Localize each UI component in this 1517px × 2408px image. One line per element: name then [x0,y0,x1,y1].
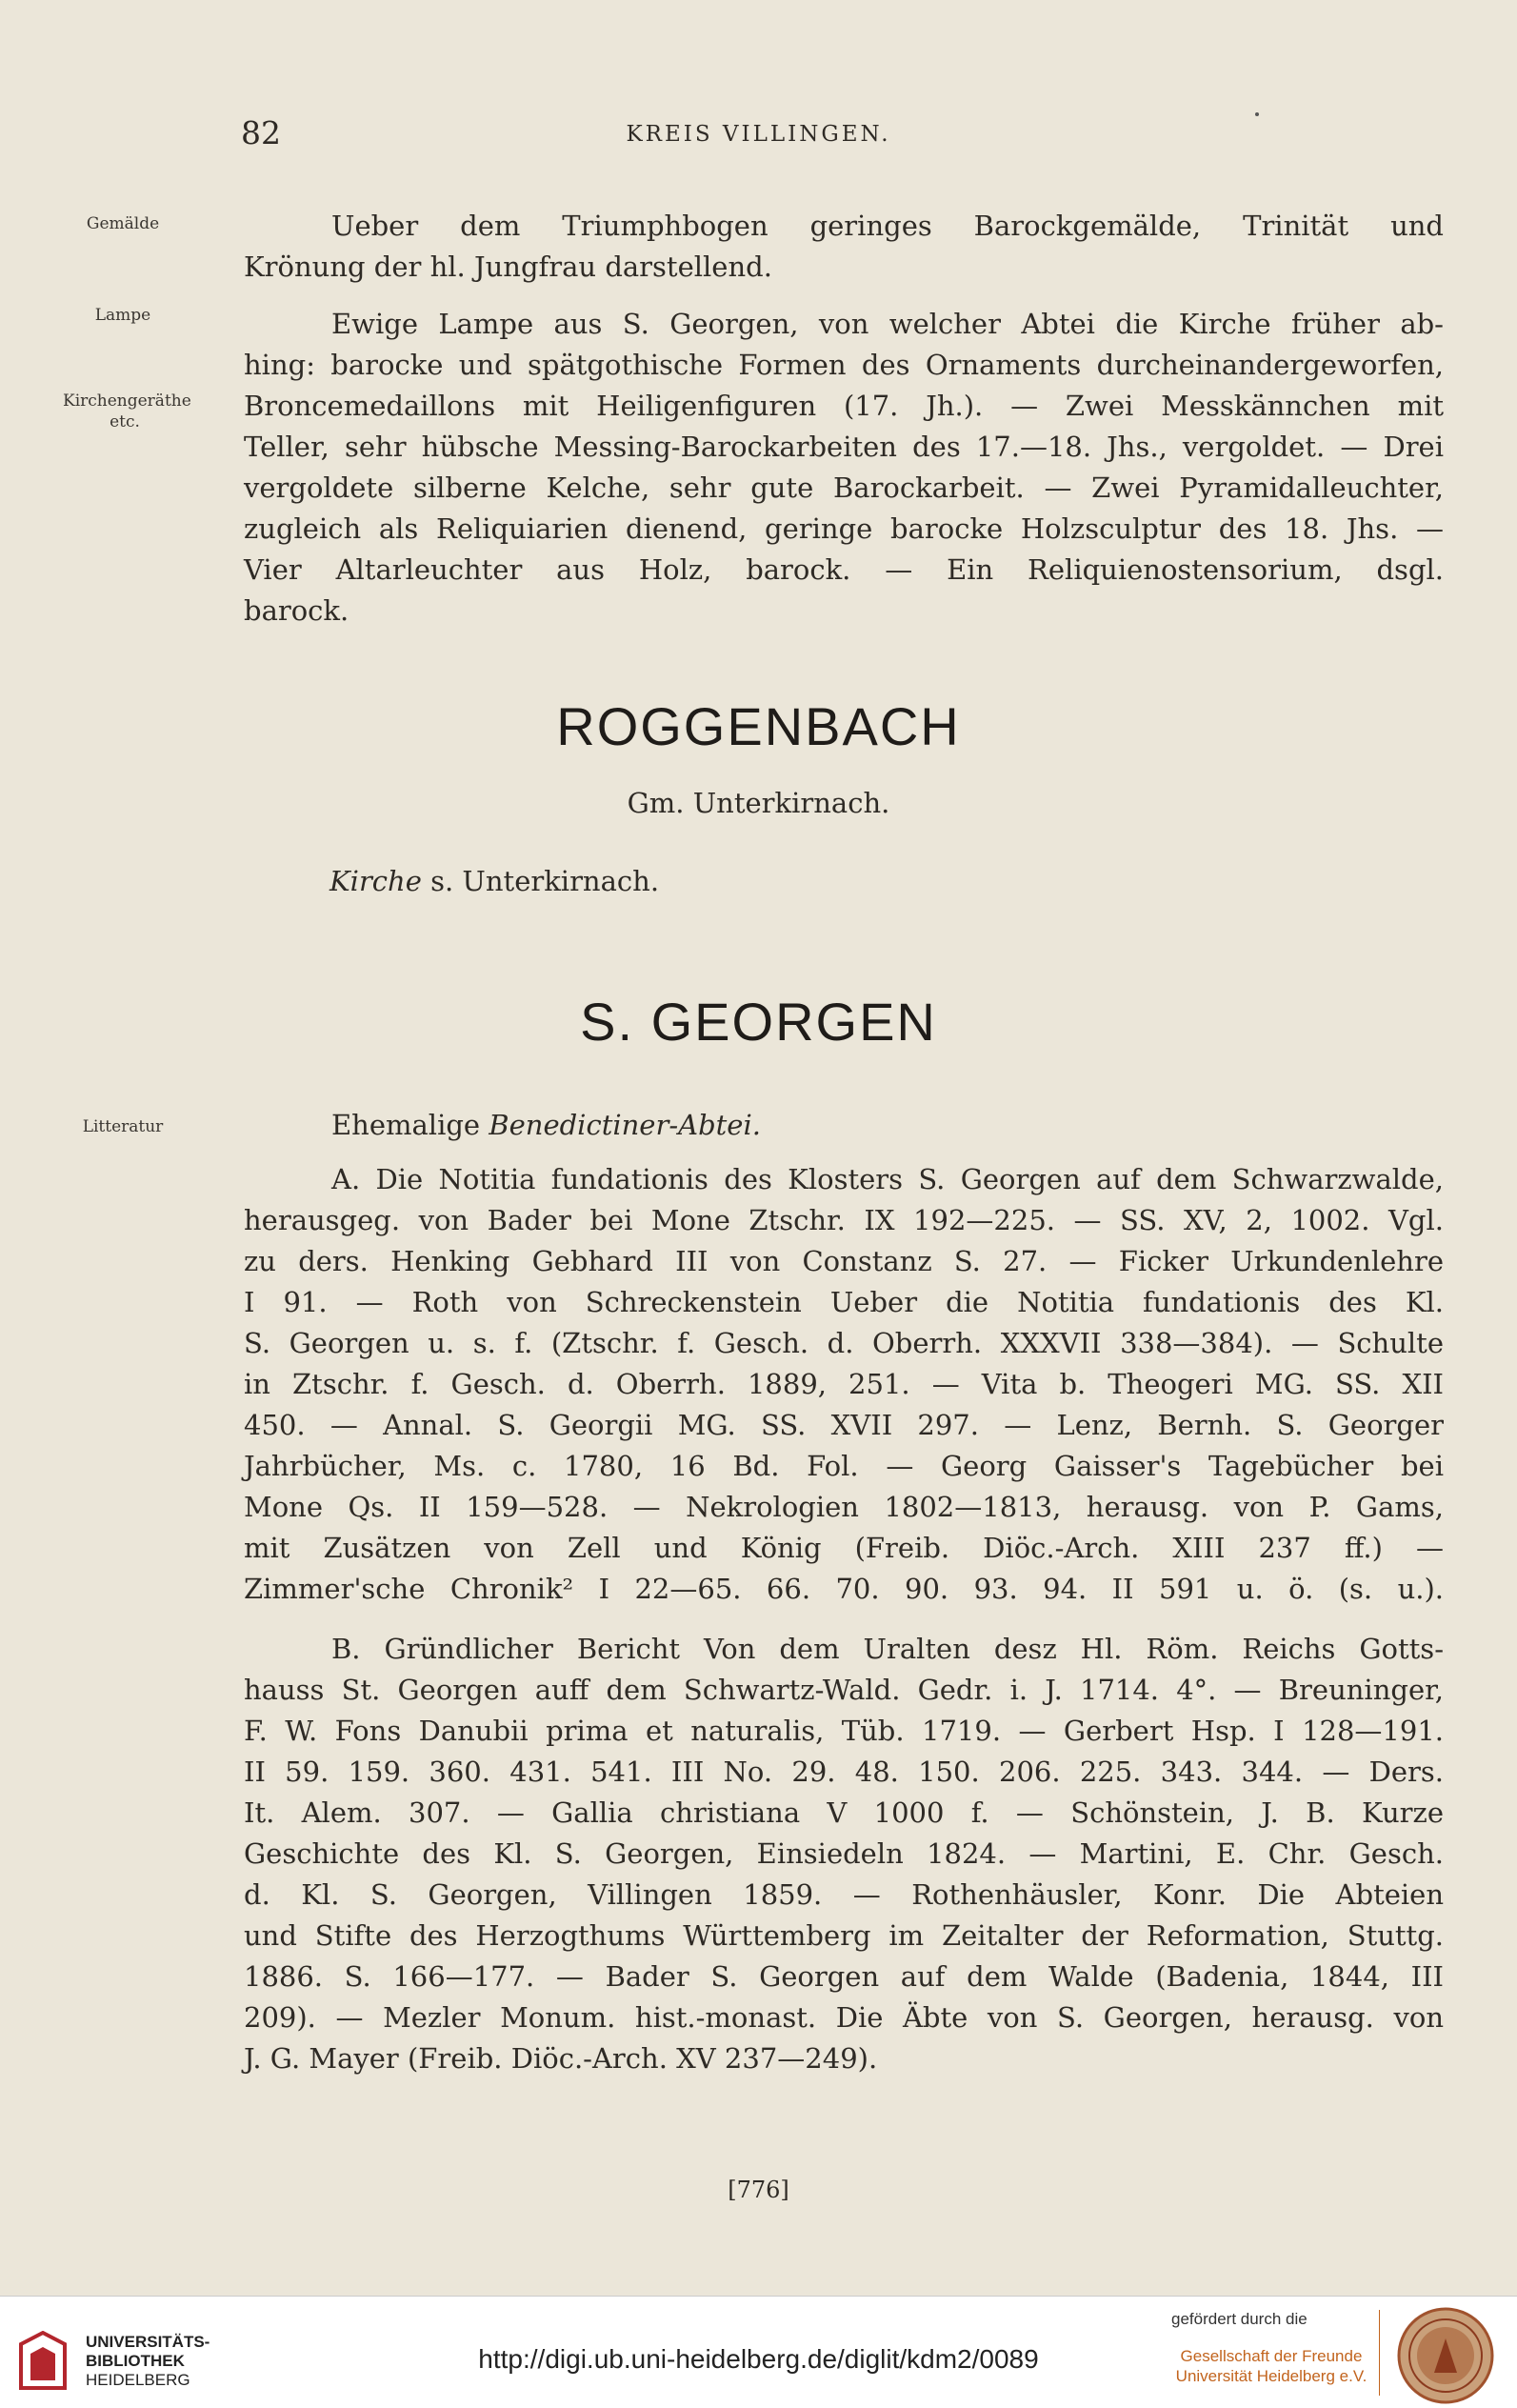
text-line: B. Gründlicher Bericht Von dem Uralten desz Hl. Röm. Reichs Gotts- [331,1633,1444,1665]
text-line: II 59. 159. 360. 431. 541. III No. 29. 48. 150. 206. 225. 343. 344. — Ders. [244,1756,1444,1788]
text-line: It. Alem. 307. — Gallia christiana V 1000 f. — Schönstein, J. B. Kurze [244,1796,1444,1829]
margin-note-gemaelde: Gemälde [86,214,160,233]
kirche-word: Kirche [329,865,422,897]
text-line: hing: barocke und spätgothische Formen des Ornaments durcheinandergeworfen, [244,349,1444,381]
margin-note-kirchengeraethe [63,391,191,432]
margin-note-line: etc. [110,412,140,431]
society-name-line: Gesellschaft der Freunde [1180,2347,1363,2365]
digital-library-link[interactable]: http://digi.ub.uni-heidelberg.de/diglit/kdm2/0089 [478,2344,1039,2374]
kirche-line [329,861,1517,902]
text-line: Krönung der hl. Jungfrau darstellend. [244,251,772,283]
library-name-line: HEIDELBERG [86,2371,190,2389]
intro-prefix: Ehemalige [331,1109,481,1141]
text-line: 1886. S. 166—177. — Bader S. Georgen auf dem Walde (Badenia, 1844, III [244,1960,1444,1993]
kirche-rest: s. Unterkirnach. [430,865,660,897]
text-line: hauss St. Georgen auff dem Schwartz-Wald. Gedr. i. J. 1714. 4°. — Breuninger, [244,1674,1444,1706]
library-name-line: BIBLIOTHEK [86,2352,185,2370]
section-subheading: Gm. Unterkirnach. [627,787,890,819]
society-name [1171,2346,1371,2386]
text-line: mit Zusätzen von Zell und König (Freib. Diöc.-Arch. XIII 237 ff.) — [244,1532,1444,1564]
margin-note-lampe: Lampe [94,306,151,325]
text-line: d. Kl. S. Georgen, Villingen 1859. — Rothenhäusler, Konr. Die Abteien [244,1878,1444,1911]
section-heading-georgen: S. GEORGEN [580,992,937,1052]
footer-bar [0,2296,1517,2408]
text-line: Jahrbücher, Ms. c. 1780, 16 Bd. Fol. — Georg Gaisser's Tagebücher bei [244,1450,1444,1482]
text-line: Ewige Lampe aus S. Georgen, von welcher Abtei die Kirche früher ab- [331,308,1444,340]
margin-note-litteratur: Litteratur [82,1117,164,1136]
margin-note-line: Kirchengeräthe [63,391,191,411]
text-line: 209). — Mezler Monum. hist.-monast. Die Äbte von S. Georgen, herausg. von [244,2001,1444,2034]
text-line: vergoldete silberne Kelche, sehr gute Barockarbeit. — Zwei Pyramidalleuchter, [244,472,1444,504]
text-line: Ueber dem Triumphbogen geringes Barockgemälde, Trinität und [331,210,1444,242]
university-seal-icon [1396,2306,1495,2405]
speck-mark [1255,112,1259,116]
text-line: Broncemedaillons mit Heiligenfiguren (17. Jh.). — Zwei Messkännchen mit [244,390,1444,422]
text-line: I 91. — Roth von Schreckenstein Ueber die Notitia fundationis des Kl. [244,1286,1444,1318]
text-line: Vier Altarleuchter aus Holz, barock. — Ein Reliquienostensorium, dsgl. [244,553,1444,586]
page-number: 82 [241,114,281,151]
text-line: in Ztschr. f. Gesch. d. Oberrh. 1889, 251. — Vita b. Theogeri MG. SS. XII [244,1368,1444,1400]
library-name-line: UNIVERSITÄTS- [86,2333,210,2351]
intro-italic: Benedictiner-Abtei. [489,1109,761,1141]
funded-by-text: gefördert durch die [1171,2310,1307,2328]
text-line: A. Die Notitia fundationis des Klosters S. Georgen auf dem Schwarzwalde, [331,1163,1444,1195]
text-line: Mone Qs. II 159—528. — Nekrologien 1802—1813, herausg. von P. Gams, [244,1491,1444,1523]
text-line: barock. [244,594,349,627]
text-line: zugleich als Reliquiarien dienend, geringe barocke Holzsculptur des 18. Jhs. — [244,512,1444,545]
text-line: herausgeg. von Bader bei Mone Ztschr. IX 192—225. — SS. XV, 2, 1002. Vgl. [244,1204,1444,1236]
running-title: KREIS VILLINGEN. [626,122,891,147]
text-line: zu ders. Henking Gebhard III von Constanz S. 27. — Ficker Urkundenlehre [244,1245,1444,1277]
text-line: S. Georgen u. s. f. (Ztschr. f. Gesch. d. Oberrh. XXXVII 338—384). — Schulte [244,1327,1444,1359]
text-line: J. G. Mayer (Freib. Diöc.-Arch. XV 237—249). [244,2042,878,2075]
society-name-line: Universität Heidelberg e.V. [1175,2367,1367,2385]
footer-divider [1379,2310,1380,2396]
text-line: Teller, sehr hübsche Messing-Barockarbeiten des 17.—18. Jhs., vergoldet. — Drei [244,431,1444,463]
folio-number: [776] [728,2177,789,2203]
section-heading-roggenbach: ROGGENBACH [556,696,961,756]
text-line: Geschichte des Kl. S. Georgen, Einsiedeln 1824. — Martini, E. Chr. Gesch. [244,1837,1444,1870]
georgen-intro [331,1105,1517,1146]
text-line: und Stifte des Herzogthums Württemberg im Zeitalter der Reformation, Stuttg. [244,1919,1444,1952]
text-line: F. W. Fons Danubii prima et naturalis, Tüb. 1719. — Gerbert Hsp. I 128—191. [244,1715,1444,1747]
text-line: Zimmer'sche Chronik² I 22—65. 66. 70. 90. 93. 94. II 591 u. ö. (s. u.). [244,1573,1444,1605]
text-line: 450. — Annal. S. Georgii MG. SS. XVII 297. — Lenz, Bernh. S. Georger [244,1409,1444,1441]
